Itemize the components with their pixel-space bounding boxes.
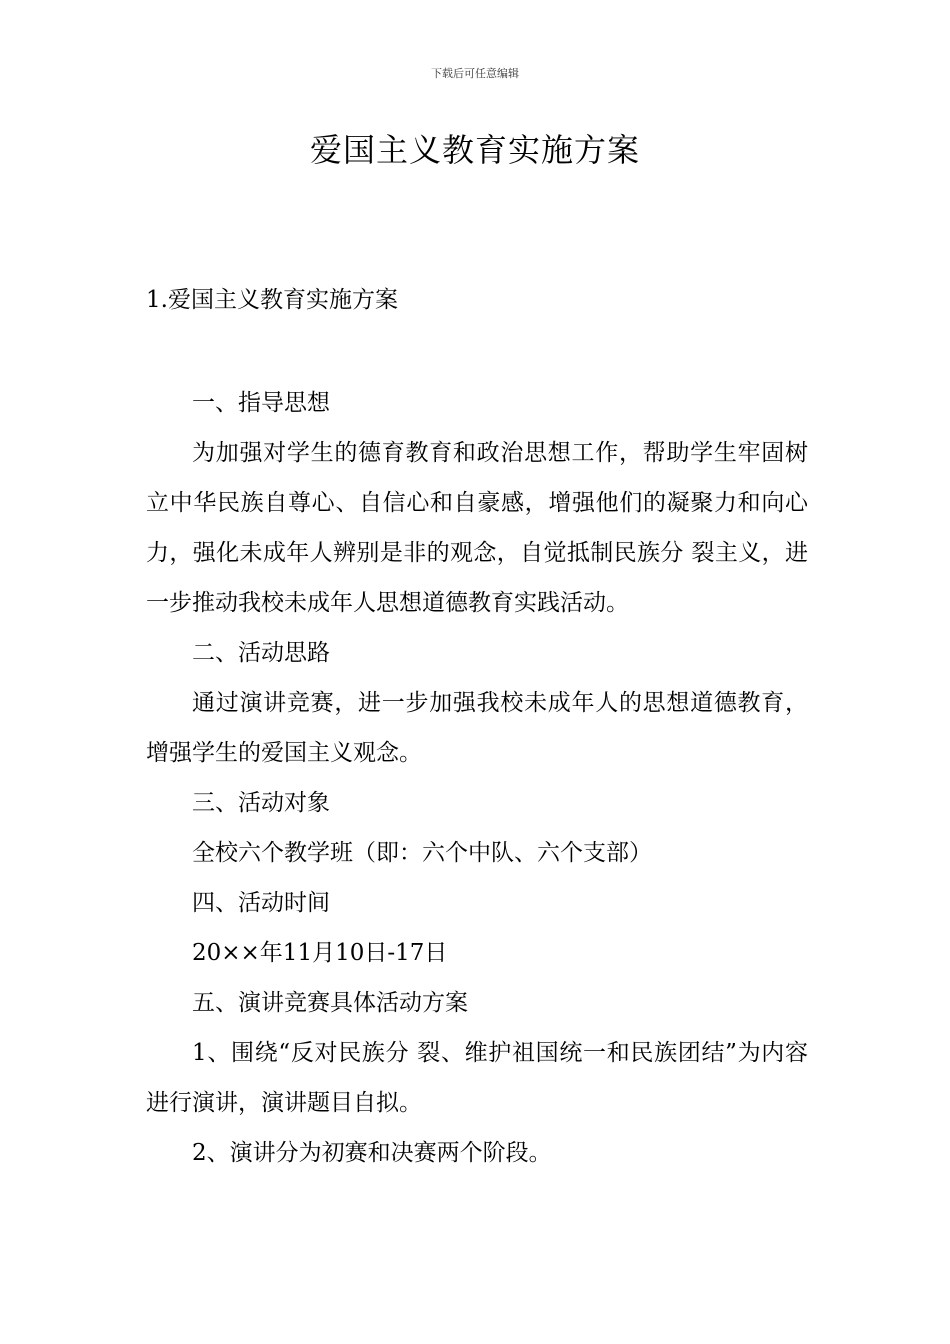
paragraph-activity-approach: 通过演讲竞赛，进一步加强我校未成年人的思想道德教育，增强学生的爱国主义观念。 (146, 690, 808, 766)
header-note: 下载后可任意编辑 (431, 67, 519, 80)
section-subtitle: 1.爱国主义教育实施方案 (146, 287, 398, 313)
paragraph-activity-target: 全校六个教学班（即：六个中队、六个支部） (192, 840, 652, 866)
document-body (146, 378, 808, 1178)
paragraph-activity-time: 20××年11月10日-17日 (192, 940, 448, 966)
heading-activity-approach: 二、活动思路 (192, 640, 330, 666)
heading-guiding-ideology: 一、指导思想 (192, 390, 330, 416)
heading-activity-time: 四、活动时间 (192, 890, 330, 916)
heading-contest-plan: 五、演讲竞赛具体活动方案 (192, 990, 468, 1016)
paragraph-contest-item-1: 1、围绕“反对民族分 裂、维护祖国统一和民族团结”为内容进行演讲，演讲题目自拟。 (146, 1040, 808, 1116)
paragraph-guiding-ideology: 为加强对学生的德育教育和政治思想工作，帮助学生牢固树立中华民族自尊心、自信心和自豪感，增强他们的凝聚力和向心力，强化未成年人辨别是非的观念，自觉抵制民族分 裂主义，进一步推动我校未成年人思想道德教育实践活动。 (146, 440, 808, 616)
document-title: 爱国主义教育实施方案 (309, 131, 640, 169)
heading-activity-target: 三、活动对象 (192, 790, 330, 816)
paragraph-contest-item-2: 2、演讲分为初赛和决赛两个阶段。 (192, 1140, 552, 1166)
